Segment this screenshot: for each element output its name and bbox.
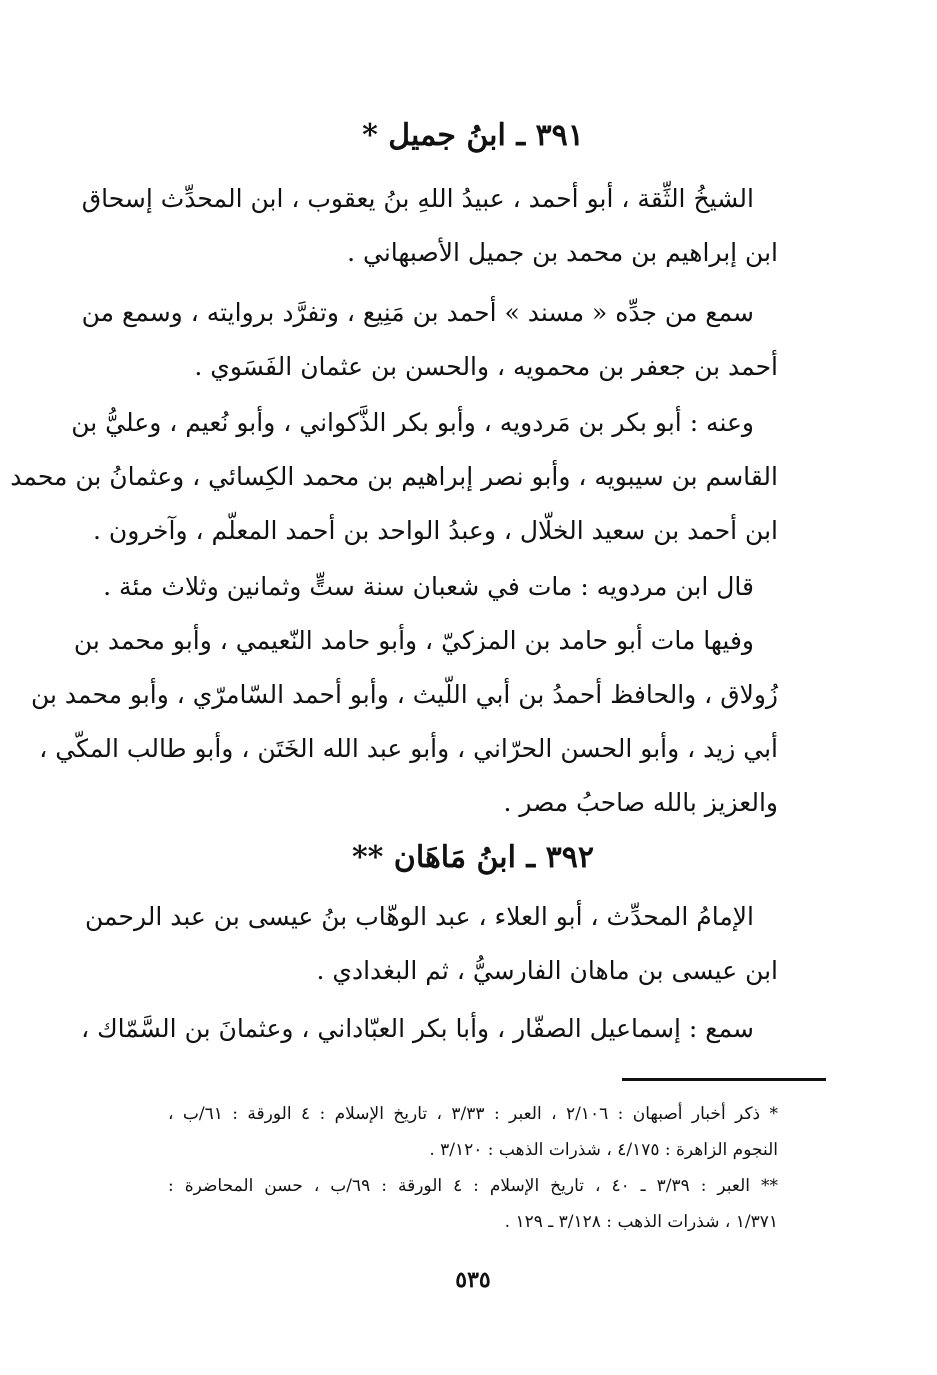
text-line: قال ابن مردويه : مات في شعبان سنة ستٍّ وثمانين وثلاث مئة . (103, 572, 754, 601)
entry-392-paragraph-1 (85, 890, 778, 998)
entry-391-heading: ٣٩١ ـ ابنُ جميل * (362, 118, 584, 153)
text-line: زُولاق ، والحافظ أحمدُ بن أبي اللّيث ، وأبو أحمد السّامرّي ، وأبو محمد بن (30, 680, 778, 709)
text-line: ابن أحمد بن سعيد الخلّال ، وعبدُ الواحد بن أحمد المعلّم ، وآخرون . (92, 516, 778, 545)
text-line: سمع من جدِّه « مسند » أحمد بن مَنِيع ، وتفرَّد بروايته ، وسمع من (81, 298, 754, 327)
text-line: والعزيز بالله صاحبُ مصر . (503, 788, 778, 817)
entry-391-paragraph-1 (81, 172, 778, 280)
entry-391-paragraph-3 (10, 396, 778, 558)
footnote-line: * ذكر أخبار أصبهان : ٢/١٠٦ ، العبر : ٣/٣٣ ، تاريخ الإسلام : ٤ الورقة : ٦١/ب ، (168, 1104, 778, 1124)
text-line: القاسم بن سيبويه ، وأبو نصر إبراهيم بن محمد الكِسائي ، وعثمانُ بن محمد (10, 462, 778, 491)
text-line: سمع : إسماعيل الصفّار ، وأبا بكر العبّاداني ، وعثمانَ بن السَّمّاك ، (81, 1014, 754, 1043)
entry-391-paragraph-2 (81, 286, 778, 394)
page-number: ٥٣٥ (455, 1267, 491, 1293)
text-line: الإمامُ المحدِّث ، أبو العلاء ، عبد الوهّاب بنُ عيسى بن عبد الرحمن (85, 902, 754, 931)
entry-392-heading: ٣٩٢ ـ ابنُ مَاهَان ** (351, 840, 594, 875)
text-line: أحمد بن جعفر بن محمويه ، والحسن بن عثمان الفَسَوي . (194, 352, 778, 381)
footnote-line: ١/٣٧١ ، شذرات الذهب : ٣/١٢٨ ـ ١٢٩ . (504, 1212, 778, 1232)
entry-391-paragraph-5 (30, 614, 778, 830)
footnote-separator (622, 1078, 826, 1081)
footnotes (168, 1096, 778, 1240)
entry-391-paragraph-4 (103, 560, 778, 614)
text-line: أبي زيد ، وأبو الحسن الحرّاني ، وأبو عبد الله الخَتَن ، وأبو طالب المكّي ، (39, 734, 778, 763)
entry-392-paragraph-2 (81, 1002, 778, 1056)
footnote-line: ** العبر : ٣/٣٩ ـ ٤٠ ، تاريخ الإسلام : ٤ الورقة : ٦٩/ب ، حسن المحاضرة : (168, 1176, 778, 1196)
text-line: وفيها مات أبو حامد بن المزكيّ ، وأبو حامد النّعيمي ، وأبو محمد بن (73, 626, 754, 655)
text-line: ابن إبراهيم بن محمد بن جميل الأصبهاني . (347, 238, 778, 267)
text-line: الشيخُ الثِّقة ، أبو أحمد ، عبيدُ اللهِ بنُ يعقوب ، ابن المحدِّث إسحاق (81, 184, 754, 213)
footnote-line: النجوم الزاهرة : ٤/١٧٥ ، شذرات الذهب : ٣/١٢٠ . (429, 1140, 778, 1160)
text-line: وعنه : أبو بكر بن مَردويه ، وأبو بكر الذَّكواني ، وأبو نُعيم ، وعليُّ بن (71, 408, 754, 437)
text-line: ابن عيسى بن ماهان الفارسيُّ ، ثم البغدادي . (316, 956, 778, 985)
